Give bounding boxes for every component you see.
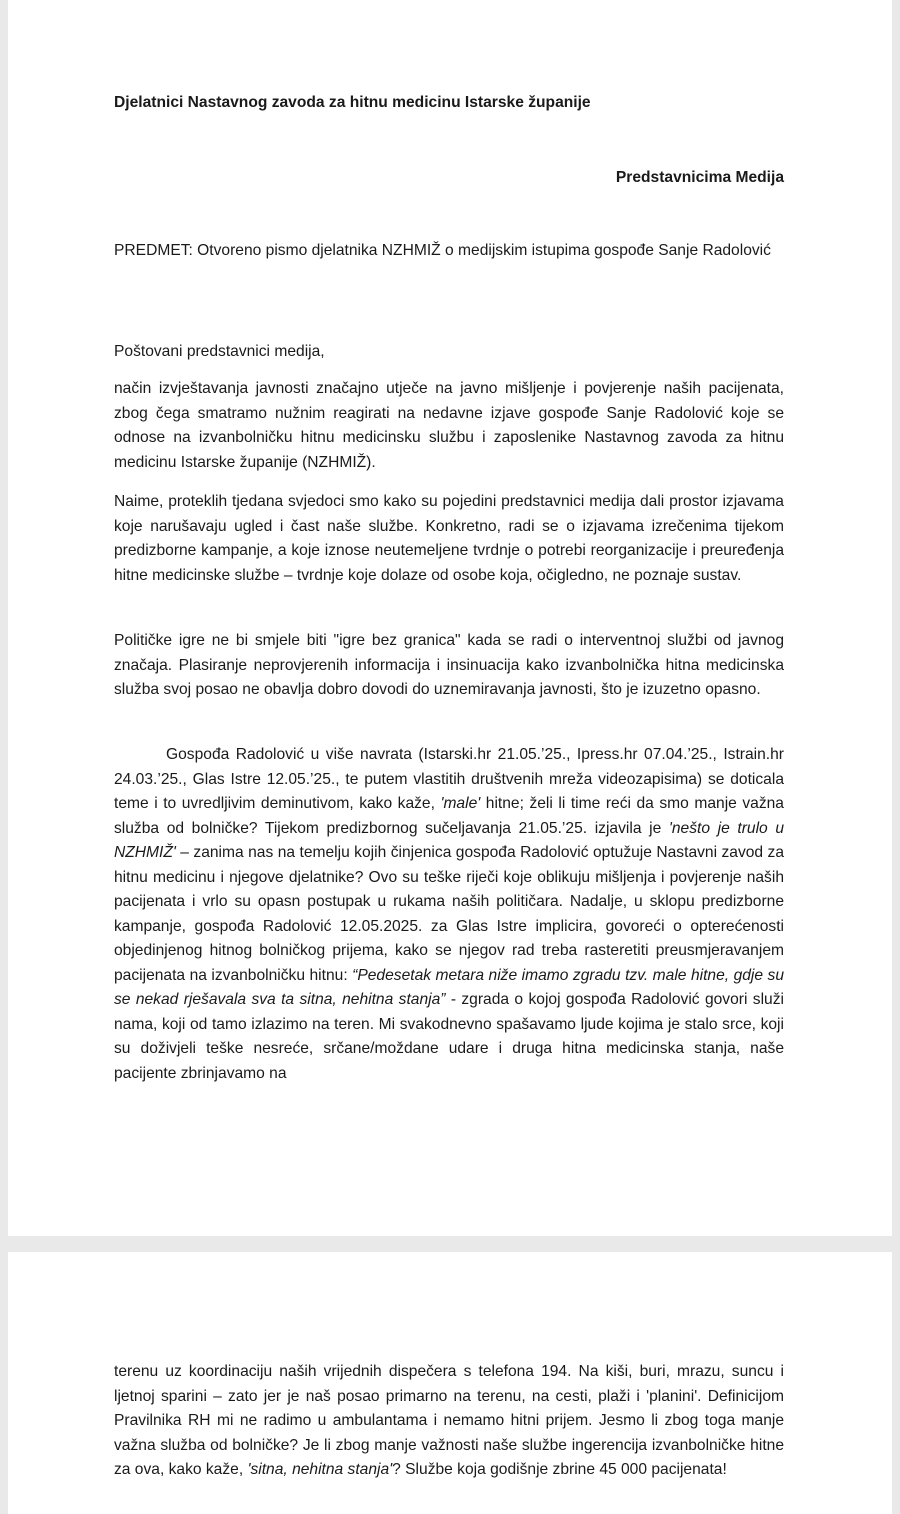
document-page-1 [8, 0, 892, 1236]
paragraph-4-text-2: hitne; želi li time reći da smo manje važna služba od bolničke? Tijekom predizbornog sučeljavanja 21.05.’25. izjavila je [114, 795, 784, 837]
paragraph-2: Naime, proteklih tjedana svjedoci smo kako su pojedini predstavnici medija dali prostor izjavama koje narušavaju ugled i čast naše službe. Konkretno, radi se o izjavama izrečenima tijekom predizborne kampanje, a koje iznose neutemeljene tvrdnje o potrebi reorganizacije i preuređenja hitne medicinske službe – tvrdnje koje dolaze od osobe koja, očigledno, ne poznaje sustav. [114, 493, 784, 584]
paragraph-4-quote-1: 'male' [440, 795, 481, 812]
document-page-2 [8, 1252, 892, 1514]
paragraph-5 [114, 1360, 784, 1483]
paragraph-3: Političke igre ne bi smjele biti "igre bez granica" kada se radi o interventnoj službi od javnog značaja. Plasiranje neprovjerenih informacija i insinuacija kako izvanbolnička hitna medicinska služba svoj posao ne obavlja dobro dovodi do uznemiravanja javnosti, što je izuzetno opasno. [114, 632, 784, 698]
recipient-line: Predstavnicima Medija [615, 169, 784, 186]
subject-line: PREDMET: Otvoreno pismo djelatnika NZHMIŽ o medijskim istupima gospođe Sanje Radolović [114, 242, 771, 259]
sender-line: Djelatnici Nastavnog zavoda za hitnu medicinu Istarske županije [114, 94, 591, 111]
paragraph-4-text-3: – zanima nas na temelju kojih činjenica gospođa Radolović optužuje Nastavni zavod za hitnu medicinu i njegove djelatnike? Ovo su teške riječi koje oblikuju mišljenja i povjerenje naših pacijenata i vrlo su opasn postupak u rukama naših političara. Nadalje, u sklopu predizborne kampanje, gospođa Radolović 12.05.2025. za Glas Istre implicira, govoreći o opterećenosti objedinjenog hitnog bolničkog prijema, kako se njegov rad treba rasteretiti preusmjeravanjem pacijenata na izvanbolničku hitnu: [114, 844, 784, 984]
greeting: Poštovani predstavnici medija, [114, 343, 325, 360]
paragraph-1: način izvještavanja javnosti značajno utječe na javno mišljenje i povjerenje naših pacijenata, zbog čega smatramo nužnim reagirati na nedavne izjave gospođe Sanje Radolović koje se odnose na izvanbolničku hitnu medicinsku službu i zaposlenike Nastavnog zavoda za hitnu medicinu Istarske županije (NZHMIŽ). [114, 380, 784, 471]
paragraph-4-text-4: - zgrada o kojoj gospođa Radolović govori služi nama, koji od tamo izlazimo na teren. Mi svakodnevno spašavamo ljude kojima je stalo srce, koji su doživjeli teške nesreće, srčane/moždane udare i druga hitna medicinska stanja, naše pacijente zbrinjavamo na [114, 991, 784, 1082]
paragraph-4-quote-2: 'nešto je trulo u NZHMIŽ' [114, 819, 784, 861]
paragraph-4-text-1: Gospođa Radolović u više navrata (Istarski.hr 21.05.’25., Ipress.hr 07.04.’25., Istrain.hr 24.03.’25., Glas Istre 12.05.’25., te putem vlastitih društvenih mreža videozapisima) se doticala teme i to uvredljivim deminutivom, kako kaže, [114, 746, 784, 812]
paragraph-5-text-1: terenu uz koordinaciju naših vrijednih dispečera s telefona 194. Na kiši, buri, mrazu, suncu i ljetnoj sparini – zato jer je naš posao primarno na terenu, na cesti, plaži i 'planini'. Definicijom Pravilnika RH mi ne radimo u ambulantama i nemamo hitni prijem. Jesmo li zbog toga manje važna služba od bolničke? Je li zbog manje važnosti naše službe ingerencija izvanbolničke hitne za ova, kako kaže, [114, 1363, 784, 1478]
paragraph-5-text-2: ? Službe koja godišnje zbrine 45 000 pacijenata! [392, 1461, 727, 1478]
paragraph-4 [114, 743, 784, 1086]
paragraph-5-quote-1: 'sitna, nehitna stanja' [247, 1461, 393, 1478]
paragraph-4-quote-3: “Pedesetak metara niže imamo zgradu tzv. male hitne, gdje su se nekad rješavala sva ta sitna, nehitna stanja” [114, 966, 785, 1008]
